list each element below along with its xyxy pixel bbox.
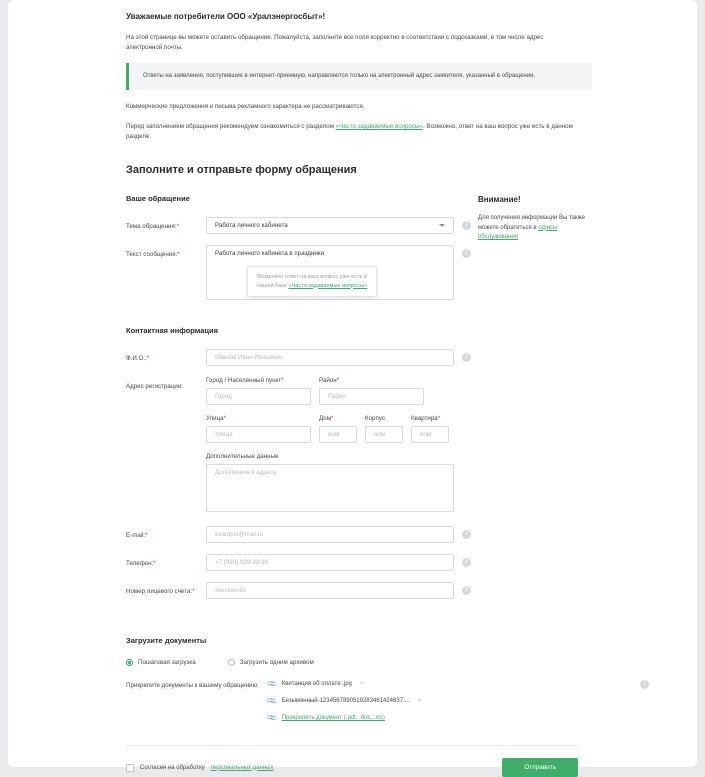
extra-address-textarea[interactable] [206, 464, 454, 512]
building-label: Корпус [365, 415, 385, 422]
phone-placeholder: +7 (999) 999-99-99 [215, 559, 269, 566]
consent-checkbox[interactable] [126, 764, 134, 772]
info-icon[interactable]: i [462, 353, 471, 362]
field-row-address [126, 377, 454, 512]
attention-heading: Внимание! [478, 195, 521, 204]
file-name: Квитанция об оплате .jpg [281, 681, 352, 687]
city-placeholder: Город [215, 393, 232, 400]
flat-group [411, 415, 449, 443]
chevron-down-icon [439, 224, 445, 227]
consent-pre-text: Согласен на обработку [140, 764, 205, 771]
message-control [206, 245, 468, 300]
attachments-label: Прикрепите документы к вашему обращению: [126, 682, 259, 689]
district-input[interactable] [319, 388, 424, 405]
faq-post-text: . Возможно, ответ на ваш вопрос уже есть в данном разделе. [126, 123, 573, 140]
email-placeholder: example@mail.ru [215, 531, 264, 538]
page-content [8, 0, 697, 777]
radio-step-upload[interactable] [126, 659, 196, 666]
extra-address-label: Дополнительные данные [206, 453, 279, 460]
attachments-row [126, 679, 646, 731]
form-heading: Заполните и отправьте форму обращения [126, 164, 357, 176]
radio-archive-label: Загрузить одним архивом [239, 659, 314, 666]
subject-selected-value: Работа личного кабинета [215, 222, 288, 229]
phone-label [126, 554, 206, 568]
building-placeholder: ном [374, 431, 386, 438]
account-control [206, 582, 468, 599]
radio-empty-icon [228, 659, 235, 666]
district-label [319, 377, 424, 384]
required-mark: * [192, 588, 195, 595]
form-footer [126, 758, 578, 777]
district-group [319, 377, 424, 405]
field-row-email [126, 526, 468, 543]
message-value: Работа личного кабинета в праздники [215, 250, 324, 257]
required-mark: * [223, 415, 226, 422]
intro-paragraph-1: На этой странице вы можете оставить обращение. Пожалуйста, заполните все поля корректно в соответствии с подсказками, в том числе адрес электронной почты. [126, 34, 544, 51]
subject-control [206, 217, 468, 234]
consent-row[interactable] [126, 764, 273, 772]
attention-text [478, 214, 588, 243]
required-mark: * [437, 415, 441, 422]
fio-input[interactable] [206, 349, 454, 366]
paperclip-icon: 📎 [267, 696, 279, 707]
street-input[interactable] [206, 426, 311, 443]
building-group [365, 415, 403, 443]
intro-paragraph-2: Коммерческие предложения и письма рекламного характера не рассматриваются. [126, 103, 365, 110]
remove-file-icon[interactable]: × [417, 698, 422, 704]
street-placeholder: Улица [215, 431, 233, 438]
info-icon[interactable]: i [462, 530, 471, 539]
house-placeholder: ном [328, 431, 340, 438]
form-columns [126, 194, 637, 610]
city-label-text: Город / Населенный пункт [206, 377, 282, 384]
fio-label-text: Ф.И.О.: [126, 355, 147, 362]
list-item [268, 697, 637, 705]
street-group [206, 415, 311, 443]
intro-title: Уважаемые потребители ООО «Уралэнергосбыт»! [126, 12, 326, 21]
extra-address-placeholder: Дополнение к адресу [215, 469, 277, 476]
contacts-section-title: Контактная информация [126, 326, 219, 335]
personal-data-link[interactable]: персональных данных [210, 764, 274, 771]
email-input[interactable] [206, 526, 454, 543]
district-label-text: Район [319, 377, 337, 384]
info-icon[interactable]: i [640, 680, 649, 689]
fio-placeholder: Иванов Иван Иванович [215, 354, 283, 361]
paperclip-icon: 📎 [267, 713, 279, 724]
account-placeholder: xxxxxxxxxx [215, 587, 246, 594]
note-text: Ответы на заявления, поступившие в интернет-приемную, направляются только на электронный адрес заявителя, указанный в обращении. [143, 73, 536, 79]
address-control [206, 377, 454, 512]
info-icon[interactable]: i [462, 249, 471, 258]
radio-step-label: Пошаговая загрузка [138, 659, 196, 666]
faq-link[interactable]: «Часто задаваемые вопросы» [335, 123, 423, 130]
street-label [206, 415, 311, 422]
info-icon[interactable]: i [462, 558, 471, 567]
city-input[interactable] [206, 388, 311, 405]
paperclip-icon: 📎 [267, 679, 279, 690]
note-box [126, 63, 592, 90]
account-label-text: Номер лицевого счета: [126, 588, 193, 595]
building-input[interactable] [365, 426, 403, 443]
email-label [126, 526, 206, 540]
attention-panel [478, 194, 588, 243]
upload-mode-radios [126, 659, 637, 666]
footer-divider [126, 745, 578, 746]
intro-paragraph-3 [126, 122, 578, 142]
house-group [319, 415, 357, 443]
flat-input[interactable] [411, 426, 449, 443]
file-name: Безымянный-1234567890519283461424637.... [281, 698, 410, 704]
field-row-account [126, 582, 468, 599]
faq-pre-text: Перед заполнением обращения рекомендуем ознакомиться с разделом [126, 123, 336, 130]
email-control [206, 526, 468, 543]
house-label-text: Дом [319, 415, 331, 422]
required-mark: * [177, 251, 180, 258]
appeal-section-title: Ваше обращение [126, 194, 190, 203]
radio-selected-icon [126, 659, 133, 666]
form-column-left [126, 194, 468, 610]
flat-label-text: Квартира [411, 415, 438, 422]
faq-tooltip [247, 266, 377, 297]
account-input[interactable] [206, 582, 454, 599]
page-card [8, 0, 697, 771]
subject-select[interactable] [206, 217, 454, 234]
flat-label [411, 415, 449, 422]
address-row-1 [206, 377, 454, 405]
required-mark: * [281, 377, 284, 384]
required-mark: * [176, 223, 179, 230]
field-row-message [126, 245, 468, 300]
city-label [206, 377, 311, 384]
address-label: Адрес регистрации: [126, 383, 184, 390]
message-label-text: Текст сообщения: [126, 251, 178, 258]
street-label-text: Улица [206, 415, 224, 422]
email-label-text: E-mail: [126, 532, 146, 539]
house-input[interactable] [319, 426, 357, 443]
fio-control [206, 349, 468, 366]
fio-label [126, 349, 206, 363]
submit-button[interactable]: Отправить [502, 758, 578, 777]
account-label [126, 582, 206, 596]
attachments-list [267, 679, 646, 731]
city-group [206, 377, 311, 405]
phone-control [206, 554, 468, 571]
info-icon[interactable]: i [462, 586, 471, 595]
tooltip-pre-text: Возможно ответ на ваш вопрос уже есть в нашей базе [256, 274, 367, 289]
field-row-fio [126, 349, 468, 366]
attention-pre-text: Для получения информации Вы также можете обратиться в [478, 215, 585, 231]
required-mark: * [145, 532, 148, 539]
tooltip-faq-link[interactable]: «Часто задаваемые вопросы» [288, 282, 368, 289]
house-label [319, 415, 357, 422]
phone-label-text: Телефон: [126, 560, 154, 567]
phone-input[interactable] [206, 554, 454, 571]
radio-archive-upload[interactable] [228, 659, 314, 666]
district-placeholder: Район [328, 393, 346, 400]
required-mark: * [336, 377, 340, 384]
info-icon[interactable]: i [462, 221, 471, 230]
add-attachment-link[interactable]: Прикрепить документ (.pdf, .doc, .xls) [281, 715, 385, 721]
field-row-phone [126, 554, 468, 571]
service-offices-link[interactable]: офисы обслуживания [478, 224, 558, 240]
flat-placeholder: ном [420, 431, 432, 438]
required-mark: * [146, 355, 150, 362]
address-row-2 [206, 415, 454, 443]
field-row-subject [126, 217, 468, 234]
list-item [268, 680, 637, 688]
required-mark: * [330, 415, 334, 422]
remove-file-icon[interactable]: × [359, 681, 364, 687]
required-mark: * [153, 560, 156, 567]
add-attachment-row[interactable] [268, 714, 637, 722]
subject-label [126, 217, 206, 231]
subject-label-text: Тема обращения: [126, 223, 177, 230]
message-textarea[interactable] [206, 245, 454, 300]
message-label [126, 245, 206, 259]
uploads-heading: Загрузите документы [126, 636, 207, 645]
